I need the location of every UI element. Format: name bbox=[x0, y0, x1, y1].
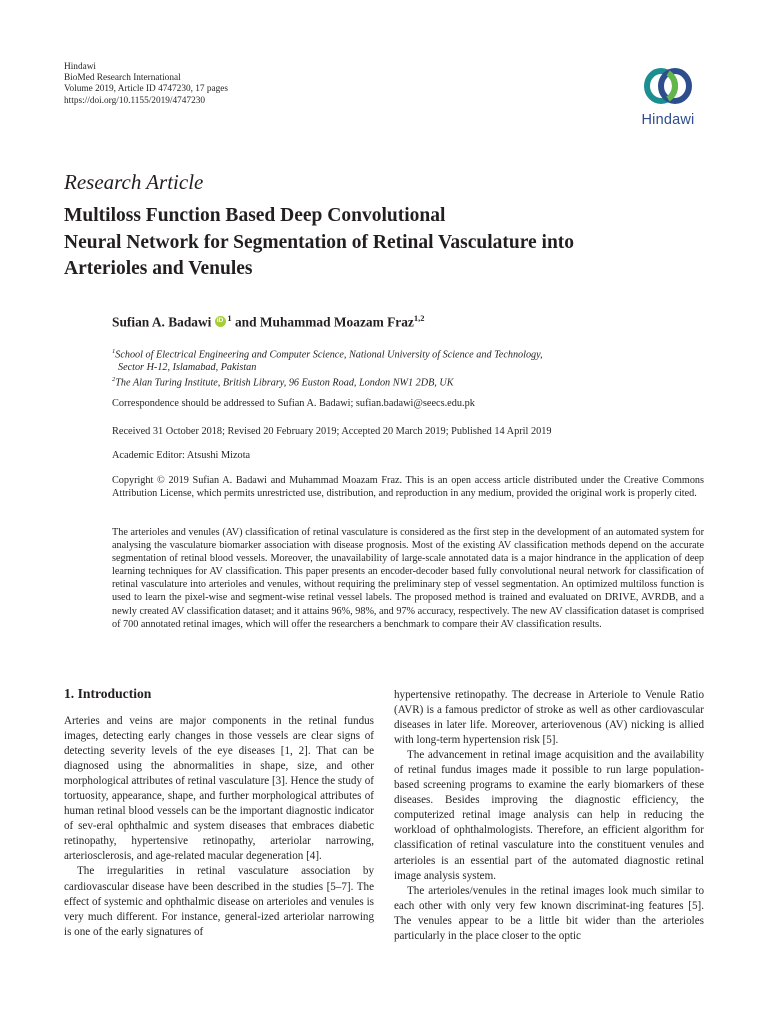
author-name[interactable]: Sufian A. Badawi bbox=[112, 314, 212, 330]
author-affil-sup: 1 bbox=[227, 313, 232, 323]
author-name[interactable]: and Muhammad Moazam Fraz bbox=[231, 314, 414, 330]
affiliation-1 bbox=[112, 346, 543, 362]
orcid-icon[interactable] bbox=[215, 316, 226, 327]
affiliation-sup: 2 bbox=[112, 376, 116, 384]
affiliation-2 bbox=[112, 374, 543, 390]
paragraph: hypertensive retinopathy. The decrease in Arteriole to Venule Ratio (AVR) is a famous predictor of stroke as well as other cardiovascular diseases in later life. Moreover, arteriovenous (AV) nicking is allied with long-term hypertension risk [5]. bbox=[394, 689, 704, 747]
journal-name: BioMed Research International bbox=[64, 73, 181, 84]
paragraph: Arteries and veins are major components in the retinal fundus images, detecting early changes in those vessels are clear signs of detecting severity levels of the eye diseases [1, 2]. That can be diagnosed using the abnormalities in shape, size, and other morphological attributes of retinal vasculature [3]. Hence the study of tortuosity, appearance, shape, and further morphological attributes of human retinal blood vessels can be the important diagnostic indicator of sev-eral ophthalmic and system diseases that embraces diabetic retinopathy, hypertensive retinopathy, arteriolar narrowing, arteriosclerosis, and age-related macular degeneration [4]. bbox=[64, 715, 374, 863]
publisher-name: Hindawi bbox=[64, 62, 97, 72]
volume-line: Volume 2019, Article ID 4747230, 17 pages bbox=[64, 84, 229, 95]
hindawi-logo-icon bbox=[630, 62, 706, 112]
affiliations bbox=[112, 346, 543, 390]
paragraph: The irregularities in retinal vasculature association by cardiovascular disease have been described in the studies [5–7]. The effect of systemic and ophthalmic disease on arterioles and venules is very much different. For instance, general-ized arteriolar narrowing is one of the early signatures of bbox=[64, 865, 374, 938]
affiliation-sup: 1 bbox=[112, 348, 116, 355]
affiliation-1-cont: Sector H-12, Islamabad, Pakistan bbox=[118, 361, 257, 373]
logo-wordmark: Hindawi bbox=[641, 112, 695, 128]
correspondence: Correspondence should be addressed to Sufian A. Badawi; sufian.badawi@seecs.edu.pk bbox=[112, 398, 475, 409]
affiliation-text: School of Electrical Engineering and Computer Science, National University of Science and Technology, bbox=[115, 349, 543, 361]
paragraph: The arterioles/venules in the retinal images look much similar to each other with only very few known discriminat-ing features [5]. The venules appear to be a little bit wider than the arterioles particularly in the place closer to the optic bbox=[394, 884, 704, 942]
publication-dates: Received 31 October 2018; Revised 20 February 2019; Accepted 20 March 2019; Published 14 April 2019 bbox=[112, 426, 552, 437]
hindawi-logo bbox=[630, 62, 706, 140]
body-column-left bbox=[64, 714, 374, 940]
journal-metadata bbox=[64, 62, 228, 107]
academic-editor: Academic Editor: Atsushi Mizota bbox=[112, 450, 251, 461]
section-heading-introduction: 1. Introduction bbox=[64, 686, 152, 701]
title-line: Arterioles and Venules bbox=[64, 258, 253, 279]
title-line: Multiloss Function Based Deep Convolutional bbox=[64, 205, 446, 226]
author-affil-sup: 1,2 bbox=[413, 313, 425, 323]
doi-link[interactable]: https://doi.org/10.1155/2019/4747230 bbox=[64, 95, 206, 106]
abstract: The arterioles and venules (AV) classification of retinal vasculature is considered as the first step in the development of an automated system for analysing the vasculature biomarker association with disease prognosis. Most of the existing AV classification methods depend on the accurate segmentation of retinal blood vessels. Moreover, the unavailability of large-scale annotated data is a major hindrance in the application of deep learning techniques for AV classification. This paper presents an encoder-decoder based fully convolutional neural network for classification of retinal vasculature into arterioles and venules, without requiring the preliminary step of vessel segmentation. An optimized multiloss function is used to learn the pixel-wise and segment-wise retinal vessel labels. The proposed method is trained and evaluated on DRIVE, AVRDB, and a newly created AV classification dataset; and it attains 96%, 98%, and 97% accuracy, respectively. The new AV classification dataset is comprised of 700 annotated retinal images, which will offer the researchers a benchmark to compare their AV classification results. bbox=[112, 527, 704, 630]
article-type: Research Article bbox=[64, 170, 204, 194]
copyright-notice: Copyright © 2019 Sufian A. Badawi and Muhammad Moazam Fraz. This is an open access article distributed under the Creative Commons Attribution License, which permits unrestricted use, distribution, and reproduction in any medium, provided the original work is properly cited. bbox=[112, 475, 704, 500]
paragraph: The advancement in retinal image acquisition and the availability of retinal fundus images made it possible to run large population-based screening programs to examine the early biomarkers of these diseases. Besides improving the diagnostic efficiency, the computerized retinal image analysis can help in reducing the workload of ophthalmologists. Therefore, an efficient algorithm for classification of retinal vasculature into the constituent venules and arterioles is an essential part of the automated diagnostic retinal image analysis system. bbox=[394, 749, 704, 882]
paper-title bbox=[64, 203, 714, 283]
author-list bbox=[112, 313, 424, 330]
body-column-right bbox=[394, 688, 704, 944]
title-line: Neural Network for Segmentation of Retinal Vasculature into bbox=[64, 231, 575, 253]
affiliation-text: The Alan Turing Institute, British Library, 96 Euston Road, London NW1 2DB, UK bbox=[115, 377, 454, 389]
